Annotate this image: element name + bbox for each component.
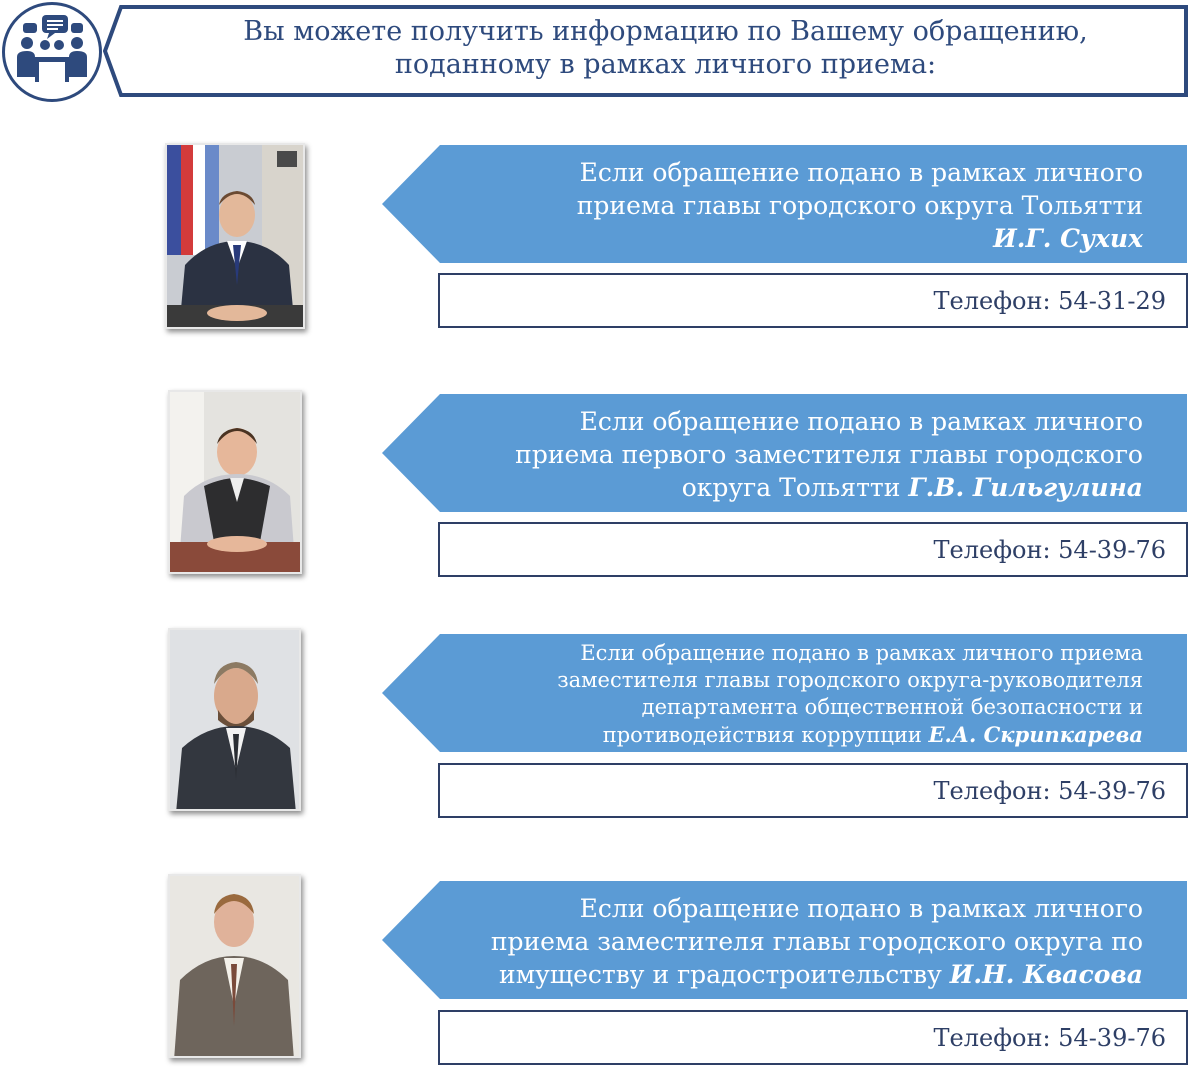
info-line: Если обращение подано в рамках личного [579, 157, 1143, 187]
info-text-4 [462, 889, 1143, 993]
header-title-line-2: поданному в рамках личного приема: [394, 49, 937, 80]
phone-number: Телефон: 54-39-76 [933, 1023, 1166, 1052]
header-title [163, 15, 1168, 81]
official-name: Г.В. Гильгулина [908, 472, 1143, 502]
info-line: Если обращение подано в рамках личного приема [580, 640, 1143, 665]
info-text-1 [462, 153, 1143, 257]
info-line: заместителя главы городского округа-руководителя [557, 667, 1143, 692]
info-prefix: противодействия коррупции [602, 722, 929, 747]
info-line-last [462, 958, 1143, 991]
info-arrow-1 [382, 145, 1187, 263]
official-name: Е.А. Скрипкарева [928, 721, 1143, 747]
info-prefix: имуществу и градостроительству [499, 959, 950, 989]
meeting-people-icon [5, 5, 99, 99]
phone-number: Телефон: 54-31-29 [933, 286, 1166, 315]
phone-number: Телефон: 54-39-76 [933, 776, 1166, 805]
info-arrow-3 [382, 634, 1187, 752]
phone-box-1 [438, 273, 1188, 328]
info-line: Если обращение подано в рамках личного [579, 893, 1143, 923]
info-line: Если обращение подано в рамках личного [579, 406, 1143, 436]
official-portrait-1 [165, 143, 305, 329]
header-title-line-1: Вы можете получить информацию по Вашему обращению, [243, 16, 1088, 47]
phone-box-3 [438, 763, 1188, 818]
info-line: приема заместителя главы городского округа по [490, 926, 1143, 956]
info-line: приема главы городского округа Тольятти [576, 190, 1143, 220]
official-portrait-4 [168, 874, 301, 1058]
phone-number: Телефон: 54-39-76 [933, 535, 1166, 564]
info-line-last [462, 222, 1143, 255]
official-portrait-3 [168, 628, 301, 811]
header-logo [2, 2, 102, 102]
official-name: И.Н. Квасова [949, 959, 1143, 989]
info-text-2 [462, 402, 1143, 506]
info-line: приема первого заместителя главы городского [515, 439, 1143, 469]
phone-box-2 [438, 522, 1188, 577]
info-line-last [462, 471, 1143, 504]
phone-box-4 [438, 1010, 1188, 1065]
info-line-last [462, 721, 1143, 749]
info-line: департамента общественной безопасности и [641, 694, 1143, 719]
info-text-3 [462, 642, 1143, 746]
info-prefix: округа Тольятти [681, 472, 909, 502]
official-name: И.Г. Сухих [993, 223, 1143, 253]
info-arrow-4 [382, 881, 1187, 999]
official-portrait-2 [168, 390, 302, 574]
header-banner [103, 5, 1188, 97]
info-arrow-2 [382, 394, 1187, 512]
